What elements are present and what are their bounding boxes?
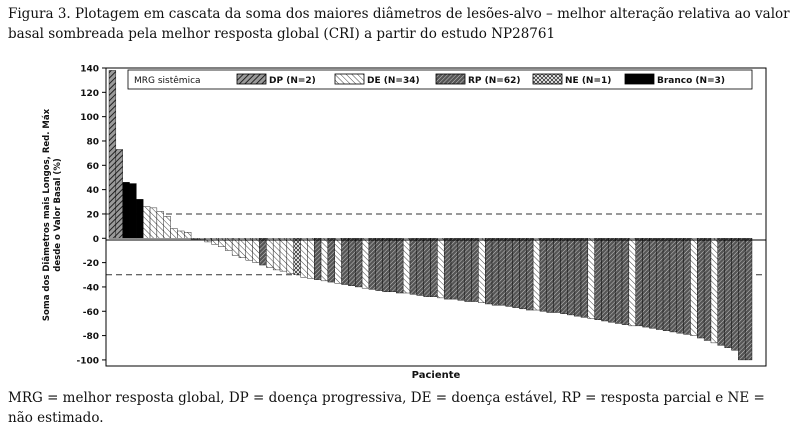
y-tick-label: 120 [80,88,99,99]
bar-rp [725,238,732,347]
bar-de [253,238,260,262]
bar-de [191,238,198,239]
bar-dp [116,149,123,238]
y-tick-label: -100 [76,356,99,367]
bar-rp [389,238,396,292]
bar-de [533,238,540,310]
bar-rp [636,238,643,326]
bar-de [212,238,219,244]
legend-entry-br [625,74,725,86]
bar-de [273,238,280,270]
bar-de [164,216,171,238]
bar-rp [656,238,663,329]
bar-rp [554,238,561,312]
bar-br [123,182,130,238]
bar-br [136,199,143,238]
bar-rp [444,238,451,299]
y-tick-label: 140 [80,64,99,75]
bar-de [157,212,164,239]
bar-de [287,238,294,273]
y-tick-label: -20 [82,259,99,270]
figure-footnote: MRG = melhor resposta global, DP = doença progressiva, DE = doença estável, RP = resposta parcial e NE = não estimado. [8,390,765,426]
bar-rp [718,238,725,345]
y-tick-label: 20 [86,210,99,221]
y-axis-title [42,108,63,321]
legend-label: DE (N=34) [367,76,420,86]
legend-swatch [335,74,364,84]
y-axis-title-line-1: Soma dos Diâmetros mais Longos, Red. Máx [42,108,52,322]
bar-rp [738,238,745,360]
y-tick-label: -60 [82,307,99,318]
bar-rp [745,238,752,360]
legend-label: RP (N=62) [468,76,521,86]
bar-de [362,238,369,288]
bar-rp [513,238,520,307]
y-tick-label: 40 [86,186,99,197]
bar-de [246,238,253,260]
bar-rp [383,238,390,292]
bar-rp [602,238,609,321]
bar-rp [342,238,349,284]
bar-de [629,238,636,326]
legend-entry-dp [237,74,316,86]
figure-title: Figura 3. Plotagem em cascata da soma dos maiores diâmetros de lesões-alvo – melhor alteração relativa ao valor basal sombreada pela melhor resposta global (CRI) a partir do estudo NP28761 [8,6,790,42]
bar-rp [622,238,629,324]
bar-rp [643,238,650,327]
bar-rp [608,238,615,322]
legend-entry-rp [436,74,520,86]
y-axis [76,65,106,367]
y-axis-title-line-2: desde o Valor Basal (%) [53,158,63,272]
bar-rp [396,238,403,293]
legend-label: DP (N=2) [269,76,316,86]
bar-rp [424,238,431,296]
legend-swatch [533,74,562,84]
bar-rp [259,238,266,265]
bar-de [171,229,178,239]
bar-de [266,238,273,267]
bar-rp [649,238,656,328]
bar-rp [314,238,321,279]
bar-rp [458,238,465,300]
bar-rp [410,238,417,294]
bar-rp [540,238,547,311]
bar-rp [677,238,684,333]
bar-rp [595,238,602,319]
bar-de [711,238,718,343]
bar-rp [704,238,711,340]
bar-rp [506,238,513,306]
bar-rp [472,238,479,301]
bar-de [301,238,308,277]
bar-de [198,238,205,239]
bar-rp [485,238,492,304]
legend-swatch [237,74,266,84]
bar-br [130,184,137,239]
bar-rp [560,238,567,313]
bar-de [232,238,239,255]
bar-rp [526,238,533,310]
legend-label: NE (N=1) [565,76,612,86]
bar-rp [731,238,738,350]
bar-rp [684,238,691,334]
bar-de [403,238,410,293]
bar-de [307,238,314,278]
bar-ne [294,238,301,274]
bar-rp [355,238,362,287]
bar-de [478,238,485,302]
bar-rp [519,238,526,309]
bar-series [109,70,752,359]
bar-rp [574,238,581,316]
legend-label: Branco (N=3) [657,76,725,86]
bar-rp [663,238,670,330]
y-tick-label: 60 [86,161,99,172]
bar-rp [328,238,335,282]
bar-rp [369,238,376,289]
bar-rp [376,238,383,290]
y-tick-label: -40 [82,283,99,294]
bar-de [239,238,246,257]
bar-rp [581,238,588,317]
bar-de [690,238,697,335]
bar-rp [499,238,506,305]
bar-rp [567,238,574,315]
legend-entry-ne [533,74,611,86]
bar-rp [348,238,355,285]
y-tick-label: 100 [80,113,99,124]
legend-title: MRG sistêmica [134,76,201,86]
bar-dp [109,70,116,238]
bar-rp [615,238,622,323]
bar-de [177,231,184,238]
bar-rp [492,238,499,305]
bar-de [437,238,444,298]
legend-swatch [436,74,465,84]
y-tick-label: 80 [86,137,99,148]
legend-swatch [625,74,654,84]
bar-rp [670,238,677,332]
bar-rp [451,238,458,299]
bar-de [280,238,287,271]
bar-rp [465,238,472,301]
bar-de [588,238,595,318]
y-tick-label: -80 [82,332,99,343]
x-axis-title: Paciente [411,370,461,381]
bar-rp [417,238,424,295]
bar-de [184,232,191,238]
bar-de [321,238,328,281]
legend [128,70,752,89]
bar-de [143,207,150,239]
bar-rp [431,238,438,296]
bar-rp [697,238,704,338]
legend-entry-de [335,74,420,86]
bar-de [150,208,157,238]
bar-rp [547,238,554,312]
bar-de [335,238,342,283]
y-tick-label: 0 [92,234,99,245]
